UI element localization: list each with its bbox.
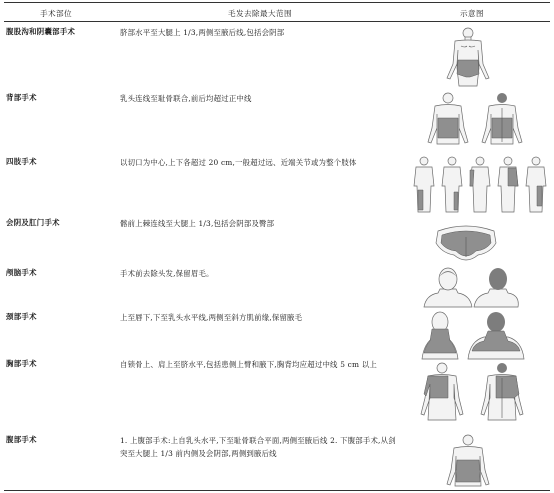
head-figure: [418, 267, 518, 307]
neck-figure: [418, 311, 528, 359]
row-range: 以切口为中心,上下各超过 20 cm,一般超过远、近端关节或为整个肢体: [120, 158, 357, 167]
row-range: 手术前去除头发,保留眉毛。: [120, 269, 214, 278]
row-site: 背部手术: [6, 93, 37, 102]
header-site: 手术部位: [40, 9, 72, 18]
perineum-buttocks-figure: [434, 223, 498, 267]
header-range: 毛发去除最大范围: [228, 9, 292, 18]
limbs-figure: [410, 156, 550, 212]
top-rule: [4, 2, 550, 3]
row-site: 会阴及肛门手术: [6, 218, 60, 227]
front-back-torso-figure: [418, 92, 538, 144]
abdomen-figure: [436, 434, 500, 486]
row-range: 髂前上棘连线至大腿上 1/3,包括会阴部及臀部: [120, 219, 275, 228]
row-range: 脐部水平至大腿上 1/3,两侧至腋后线,包括会阴部: [120, 28, 285, 37]
row-range: 乳头连线至耻骨联合,前后均超过正中线: [120, 94, 252, 103]
row-site: 颈部手术: [6, 312, 37, 321]
row-site: 胸部手术: [6, 359, 37, 368]
row-site: 四肢手术: [6, 157, 37, 166]
row-site: 颅脑手术: [6, 268, 37, 277]
header-figure: 示意图: [460, 9, 484, 18]
row-range: 上至唇下,下至乳头水平线,两侧至斜方肌前缘,保留腋毛: [120, 313, 303, 322]
row-site: 腹股沟和阴囊部手术: [6, 27, 76, 36]
header-rule: [4, 21, 550, 22]
row-range: 自锁骨上、肩上至脐水平,包括患侧上臂和腋下,胸背均应超过中线 5 cm 以上: [120, 360, 377, 369]
bottom-rule: [4, 490, 550, 491]
front-body-groin-scrotum-figure: [436, 26, 500, 86]
row-range: 1. 上腹部手术:上自乳头水平,下至耻骨联合平面,两侧至腋后线 2. 下腹部手术,从剑突至大腿上 1/3 前内侧及会阴部,两侧到腋后线: [120, 436, 396, 458]
row-site: 腹部手术: [6, 435, 37, 444]
chest-figure: [414, 362, 544, 420]
